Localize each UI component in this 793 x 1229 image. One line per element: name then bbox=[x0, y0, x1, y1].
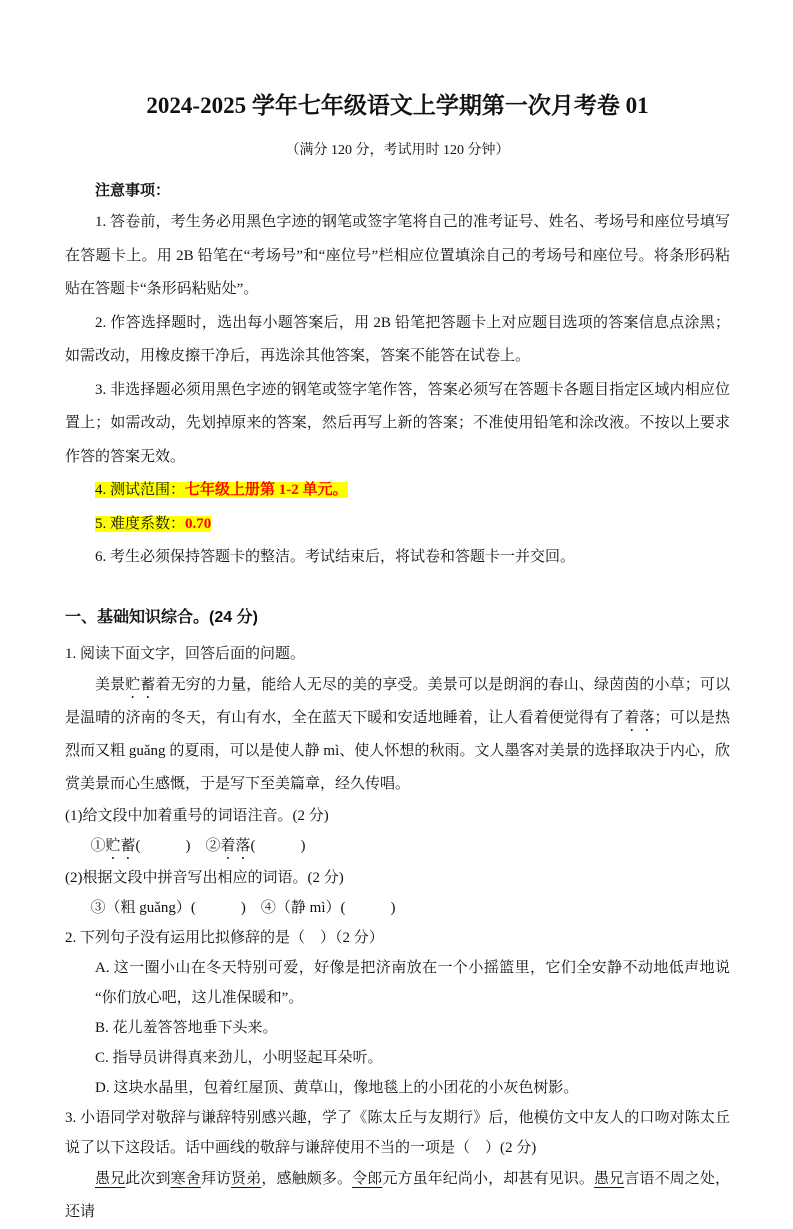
question-3-polite-speech-passage: 愚兄此次到寒舍拜访贤弟，感触颇多。令郎元方虽年纪尚小，却甚有见识。愚兄言语不周之处，还请 bbox=[65, 1170, 730, 1220]
page-title: 2024-2025 学年七年级语文上学期第一次月考卷 01 bbox=[146, 93, 649, 118]
question-1-reading-passage: 美景贮蓄着无穷的力量，能给人无尽的美的享受。美景可以是朗润的春山、绿茵茵的小草；可以是温晴的济南的冬天，有山有水，全在蓝天下暖和安适地睡着，让人看着便觉得有了着落；可以是热烈而又粗 guǎng 的夏雨，可以是使人静 mì、使人怀想的秋雨。文人墨客对美景的选择取决于内心，欣赏美景而心生感慨，于是写下至美篇章，经久传唱。 bbox=[65, 676, 730, 792]
notice-item-1-text: 1. 答卷前，考生务必用黑色字迹的钢笔或签字笔将自己的准考证号、姓名、考场号和座位号填写在答题卡上。用 2B 铅笔在“考场号”和“座位号”栏相应位置填涂自己的考场号和座位号。将条形码粘贴在答题卡“条形码粘贴处”。 bbox=[65, 214, 730, 297]
question-1-sub-2-blanks: ③（粗 guǎng）( ) ④（静 mì）( ) bbox=[90, 899, 396, 916]
question-3-stem: 3. 小语同学对敬辞与谦辞特别感兴趣，学了《陈太丘与友期行》后，他模仿文中友人的口吻对陈太丘说了以下这段话。话中画线的敬辞与谦辞使用不当的一项是（ ）(2 分) bbox=[65, 1109, 730, 1156]
notice-item-4-highlight: 4. 测试范围：七年级上册第 1-2 单元。 bbox=[95, 482, 348, 498]
question-2-option-a: A. 这一圈小山在冬天特别可爱，好像是把济南放在一个小摇篮里，它们全安静不动地低声地说“你们放心吧，这儿准保暖和”。 bbox=[95, 959, 730, 1006]
question-1-sub-2: (2)根据文段中拼音写出相应的词语。(2 分) bbox=[65, 869, 344, 886]
section-1-heading: 一、基础知识综合。(24 分) bbox=[65, 608, 258, 626]
notice-item-5-highlight: 5. 难度系数：0.70 bbox=[95, 515, 212, 532]
question-1-sub-1: (1)给文段中加着重号的词语注音。(2 分) bbox=[65, 807, 329, 824]
exam-score-duration: （满分 120 分，考试用时 120 分钟） bbox=[285, 143, 510, 158]
notice-item-2-text: 2. 作答选择题时，选出每小题答案后，用 2B 铅笔把答题卡上对应题目选项的答案信息点涂黑；如需改动，用橡皮擦干净后，再选涂其他答案，答案不能答在试卷上。 bbox=[65, 314, 730, 364]
notice-item-2 bbox=[65, 307, 730, 374]
notice-item-1 bbox=[65, 206, 730, 307]
notice-item-6 bbox=[65, 541, 730, 575]
notice-item-3-text: 3. 非选择题必须用黑色字迹的钢笔或签字笔作答，答案必须写在答题卡各题目指定区域内相应位置上；如需改动，先划掉原来的答案，然后再写上新的答案；不准使用铅笔和涂改液。不按以上要求作答的答案无效。 bbox=[65, 381, 730, 465]
question-2-option-b: B. 花儿羞答答地垂下头来。 bbox=[95, 1019, 278, 1036]
question-2-option-d: D. 这块水晶里，包着红屋顶、黄草山，像地毯上的小团花的小灰色树影。 bbox=[95, 1079, 579, 1096]
question-2-stem: 2. 下列句子没有运用比拟修辞的是（ ）（2 分） bbox=[65, 929, 384, 946]
question-1-sub-1-blanks: ①贮蓄( ) ②着落( ) bbox=[90, 837, 306, 854]
notice-item-3 bbox=[65, 374, 730, 475]
question-1-intro: 1. 阅读下面文字，回答后面的问题。 bbox=[65, 645, 306, 662]
notice-item-4-test-scope bbox=[65, 474, 730, 508]
question-2-option-c: C. 指导员讲得真来劲儿，小明竖起耳朵听。 bbox=[95, 1049, 383, 1066]
notices-heading: 注意事项： bbox=[95, 182, 171, 199]
notice-item-6-text: 6. 考生必须保持答题卡的整洁。考试结束后，将试卷和答题卡一并交回。 bbox=[95, 549, 576, 565]
notice-item-5-difficulty bbox=[65, 508, 730, 542]
